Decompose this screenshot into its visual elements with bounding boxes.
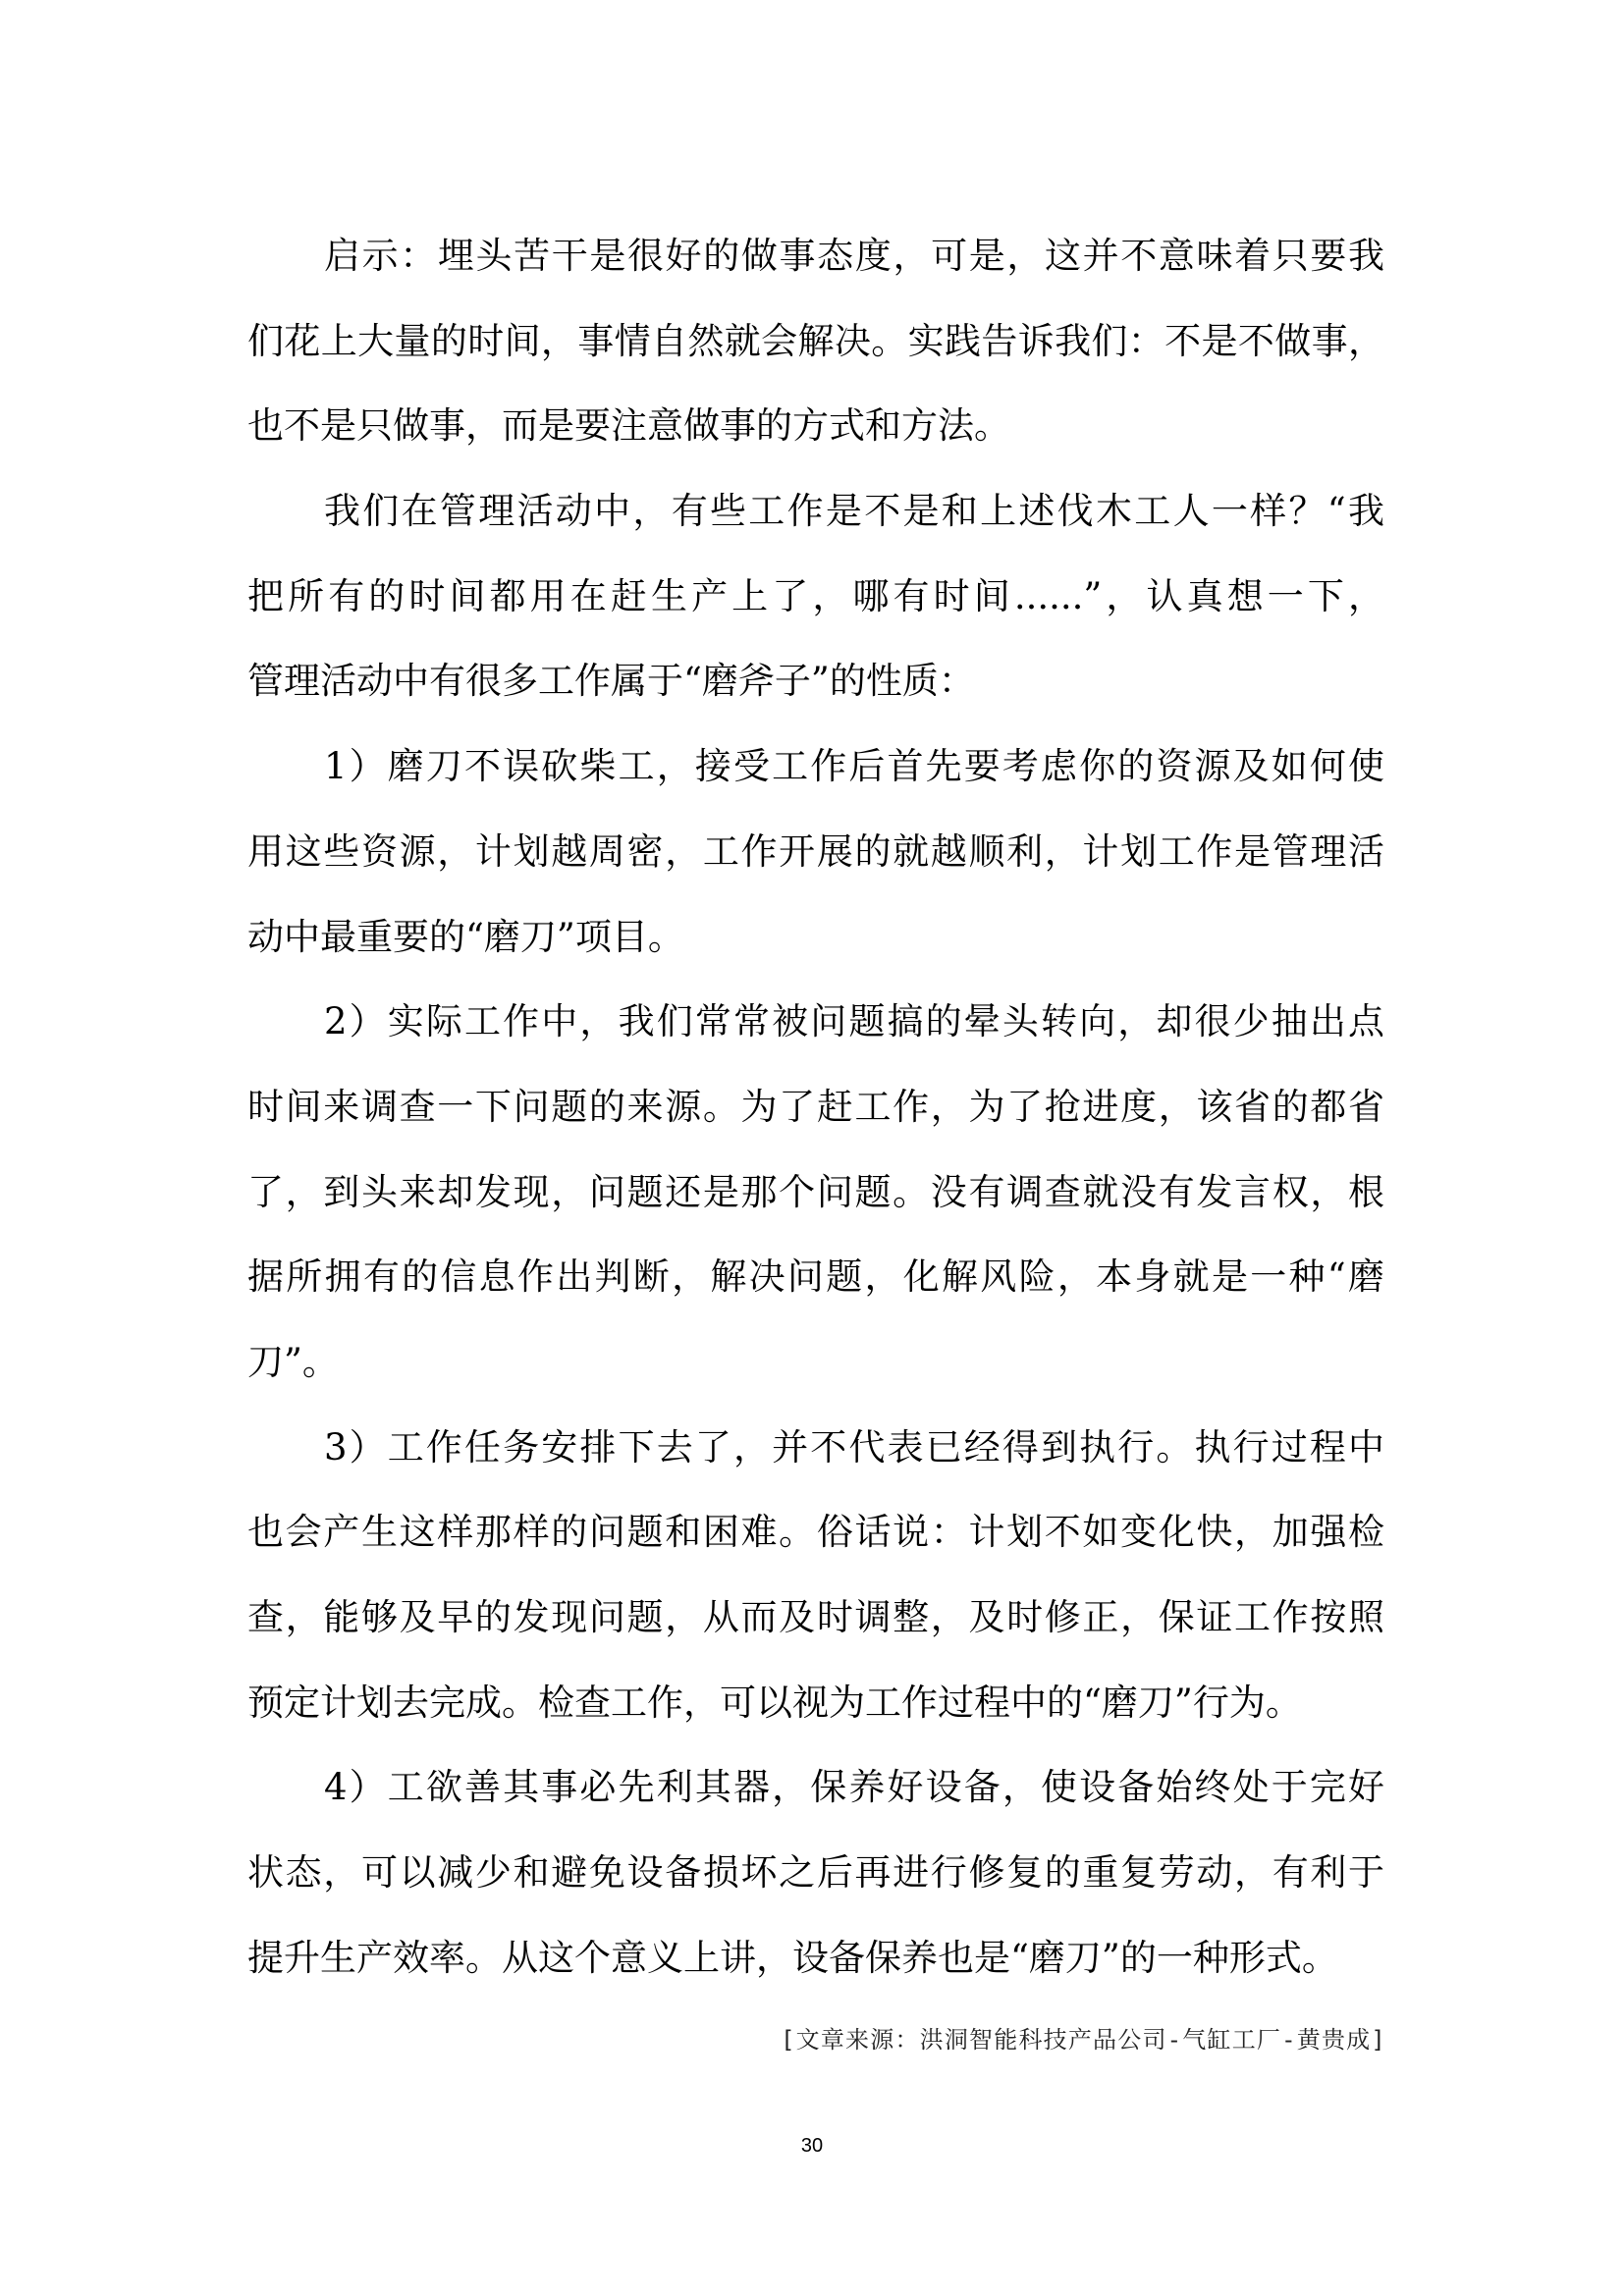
text-line: 动中最重要的“磨刀”项目。	[247, 915, 684, 958]
text-line: 据所拥有的信息作出判断，解决问题，化解风险，本身就是一种“磨	[247, 1255, 1384, 1299]
paragraph-point-2	[247, 980, 1384, 1405]
text-line: 4）工欲善其事必先利其器，保养好设备，使设备始终处于完好	[324, 1766, 1384, 1809]
paragraph-point-4	[247, 1745, 1384, 2001]
text-line: 2）实际工作中，我们常常被问题搞的晕头转向，却很少抽出点	[324, 1000, 1384, 1043]
paragraph-management-activity	[247, 469, 1384, 724]
text-line: 管理活动中有很多工作属于“磨斧子”的性质：	[247, 660, 975, 703]
article-source: [文章来源：洪洞智能科技产品公司-气缸工厂-黄贵成]	[781, 2026, 1386, 2054]
text-line: 预定计划去完成。检查工作，可以视为工作过程中的“磨刀”行为。	[247, 1681, 1302, 1724]
text-line: 刀”。	[247, 1340, 339, 1383]
text-line: 3）工作任务安排下去了，并不代表已经得到执行。执行过程中	[324, 1425, 1384, 1468]
text-line: 提升生产效率。从这个意义上讲，设备保养也是“磨刀”的一种形式。	[247, 1936, 1338, 1979]
paragraph-point-3	[247, 1406, 1384, 1746]
text-line: 查，能够及早的发现问题，从而及时调整，及时修正，保证工作按照	[247, 1596, 1384, 1638]
text-line: 我们在管理活动中，有些工作是不是和上述伐木工人一样？“我	[324, 490, 1384, 533]
text-line: 状态，可以减少和避免设备损坏之后再进行修复的重复劳动，有利于	[247, 1851, 1384, 1895]
text-line: 也会产生这样那样的问题和困难。俗话说：计划不如变化快，加强检	[247, 1511, 1384, 1554]
text-line: 用这些资源，计划越周密，工作开展的就越顺利，计划工作是管理活	[247, 829, 1384, 873]
text-line: 把所有的时间都用在赶生产上了，哪有时间......”，认真想一下，	[247, 574, 1384, 617]
text-line: 1）磨刀不误砍柴工，接受工作后首先要考虑你的资源及如何使	[324, 745, 1384, 788]
text-line: 了，到头来却发现，问题还是那个问题。没有调查就没有发言权，根	[247, 1170, 1384, 1213]
article-body	[247, 214, 1384, 2001]
text-line: 也不是只做事，而是要注意做事的方式和方法。	[247, 404, 1010, 448]
text-line: 启示：埋头苦干是很好的做事态度，可是，这并不意味着只要我	[324, 235, 1384, 277]
page-number: 30	[800, 2135, 824, 2157]
paragraph-insight	[247, 214, 1384, 469]
paragraph-point-1	[247, 724, 1384, 980]
text-line: 时间来调查一下问题的来源。为了赶工作，为了抢进度，该省的都省	[247, 1085, 1384, 1128]
text-line: 们花上大量的时间，事情自然就会解决。实践告诉我们：不是不做事，	[247, 319, 1384, 362]
